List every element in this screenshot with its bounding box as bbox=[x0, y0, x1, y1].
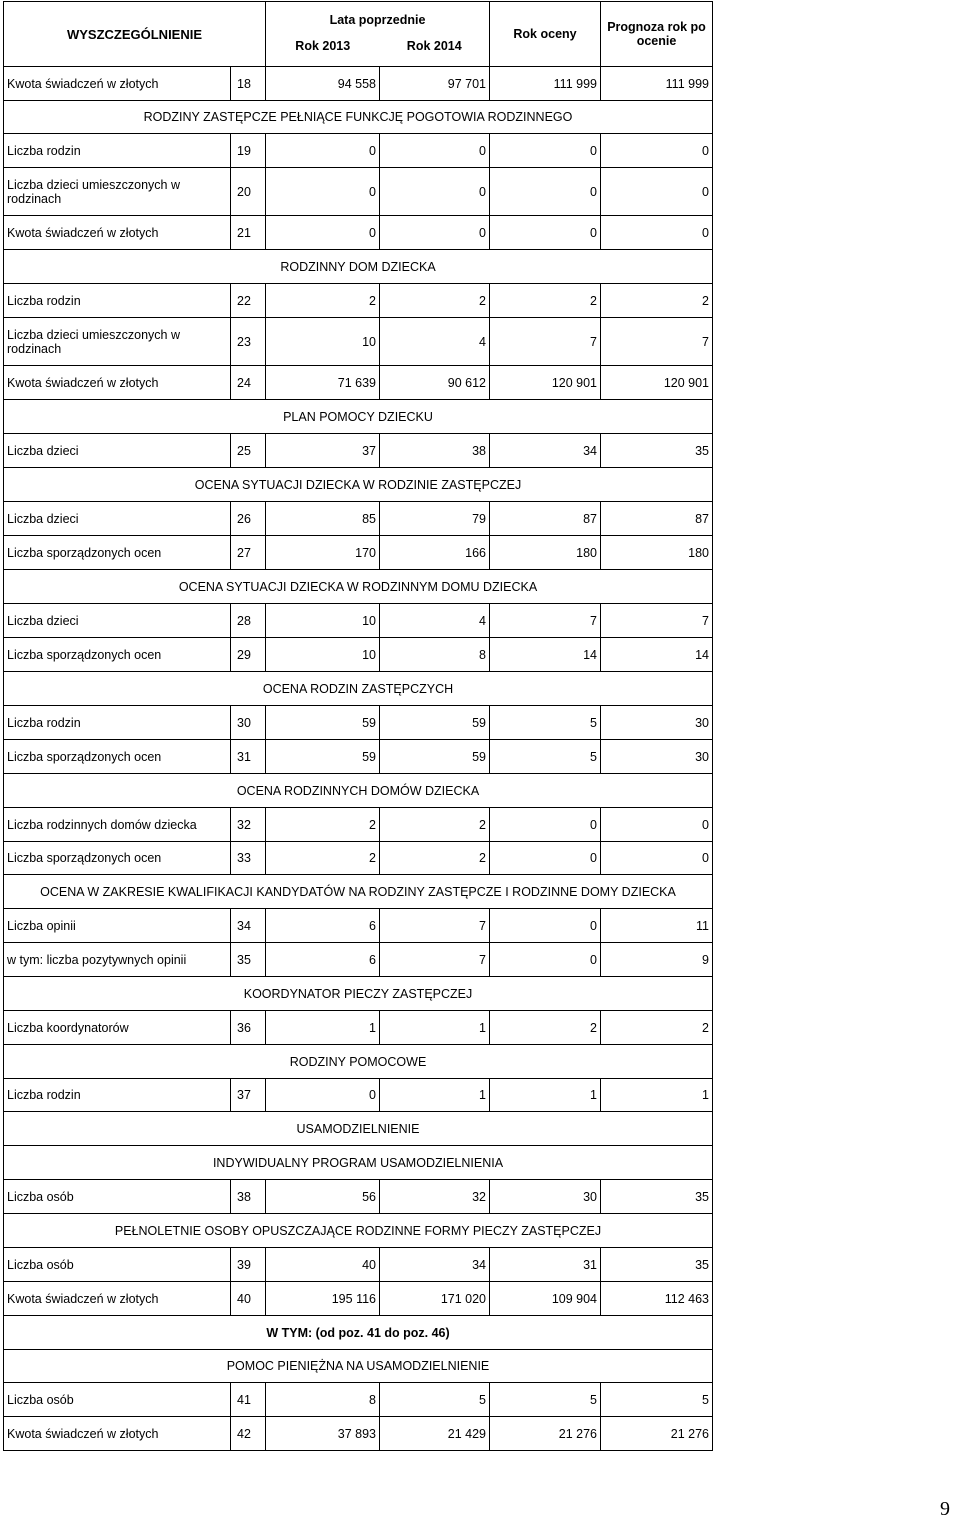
row-label: w tym: liczba pozytywnych opinii bbox=[4, 943, 231, 977]
section-header-row bbox=[4, 774, 713, 808]
table-row bbox=[4, 1248, 713, 1282]
value-prognoza: 30 bbox=[601, 740, 713, 774]
row-position: 41 bbox=[231, 1383, 266, 1417]
value-rok-oceny: 31 bbox=[490, 1248, 601, 1282]
value-2013: 170 bbox=[266, 536, 380, 570]
value-2014: 4 bbox=[380, 604, 490, 638]
value-2014: 2 bbox=[380, 284, 490, 318]
value-2013: 6 bbox=[266, 909, 380, 943]
header-wyszczegolnienie: WYSZCZEGÓLNIENIE bbox=[4, 2, 266, 67]
row-label: Liczba dzieci bbox=[4, 434, 231, 468]
value-rok-oceny: 5 bbox=[490, 1383, 601, 1417]
table-row bbox=[4, 502, 713, 536]
value-2013: 0 bbox=[266, 168, 380, 216]
value-2014: 0 bbox=[380, 134, 490, 168]
value-prognoza: 35 bbox=[601, 1180, 713, 1214]
row-position: 18 bbox=[231, 67, 266, 101]
row-label: Liczba rodzin bbox=[4, 284, 231, 318]
value-2014: 1 bbox=[380, 1011, 490, 1045]
table-row bbox=[4, 740, 713, 774]
value-2013: 85 bbox=[266, 502, 380, 536]
row-position: 36 bbox=[231, 1011, 266, 1045]
value-2013: 0 bbox=[266, 134, 380, 168]
value-rok-oceny: 109 904 bbox=[490, 1282, 601, 1316]
section-header-row bbox=[4, 1045, 713, 1079]
table-row bbox=[4, 1417, 713, 1451]
row-position: 30 bbox=[231, 706, 266, 740]
value-rok-oceny: 21 276 bbox=[490, 1417, 601, 1451]
row-label: Liczba rodzin bbox=[4, 706, 231, 740]
section-header-row bbox=[4, 570, 713, 604]
value-rok-oceny: 0 bbox=[490, 134, 601, 168]
value-prognoza: 9 bbox=[601, 943, 713, 977]
header-lata-poprzednie: Lata poprzednie bbox=[266, 2, 490, 33]
value-prognoza: 21 276 bbox=[601, 1417, 713, 1451]
section-title: POMOC PIENIĘŻNA NA USAMODZIELNIENIE bbox=[4, 1350, 713, 1383]
row-label: Liczba osób bbox=[4, 1383, 231, 1417]
table-row bbox=[4, 842, 713, 875]
row-position: 31 bbox=[231, 740, 266, 774]
value-2014: 38 bbox=[380, 434, 490, 468]
row-label: Liczba osób bbox=[4, 1248, 231, 1282]
row-position: 32 bbox=[231, 808, 266, 842]
value-rok-oceny: 2 bbox=[490, 284, 601, 318]
value-rok-oceny: 111 999 bbox=[490, 67, 601, 101]
value-2014: 97 701 bbox=[380, 67, 490, 101]
header-rok-oceny: Rok oceny bbox=[490, 2, 601, 67]
row-position: 21 bbox=[231, 216, 266, 250]
row-position: 24 bbox=[231, 366, 266, 400]
row-label: Kwota świadczeń w złotych bbox=[4, 67, 231, 101]
section-header-row bbox=[4, 101, 713, 134]
value-2013: 40 bbox=[266, 1248, 380, 1282]
value-2014: 4 bbox=[380, 318, 490, 366]
value-2014: 0 bbox=[380, 168, 490, 216]
section-header-row bbox=[4, 468, 713, 502]
value-2014: 59 bbox=[380, 706, 490, 740]
value-prognoza: 30 bbox=[601, 706, 713, 740]
table-row bbox=[4, 706, 713, 740]
section-header-row bbox=[4, 977, 713, 1011]
row-label: Kwota świadczeń w złotych bbox=[4, 1282, 231, 1316]
section-title: RODZINY POMOCOWE bbox=[4, 1045, 713, 1079]
section-title: OCENA RODZIN ZASTĘPCZYCH bbox=[4, 672, 713, 706]
section-header-row bbox=[4, 672, 713, 706]
section-title: KOORDYNATOR PIECZY ZASTĘPCZEJ bbox=[4, 977, 713, 1011]
section-title: RODZINY ZASTĘPCZE PEŁNIĄCE FUNKCJĘ POGOTOWIA RODZINNEGO bbox=[4, 101, 713, 134]
table-row bbox=[4, 434, 713, 468]
value-prognoza: 1 bbox=[601, 1079, 713, 1112]
row-position: 22 bbox=[231, 284, 266, 318]
value-prognoza: 7 bbox=[601, 604, 713, 638]
value-rok-oceny: 180 bbox=[490, 536, 601, 570]
value-prognoza: 5 bbox=[601, 1383, 713, 1417]
value-prognoza: 7 bbox=[601, 318, 713, 366]
value-2013: 195 116 bbox=[266, 1282, 380, 1316]
row-position: 42 bbox=[231, 1417, 266, 1451]
value-rok-oceny: 0 bbox=[490, 943, 601, 977]
value-2013: 2 bbox=[266, 284, 380, 318]
value-prognoza: 0 bbox=[601, 134, 713, 168]
value-prognoza: 0 bbox=[601, 808, 713, 842]
row-label: Liczba dzieci bbox=[4, 604, 231, 638]
value-rok-oceny: 34 bbox=[490, 434, 601, 468]
table-row bbox=[4, 808, 713, 842]
header-prognoza: Prognoza rok po ocenie bbox=[601, 2, 713, 67]
page-number: 9 bbox=[940, 1498, 950, 1520]
value-prognoza: 35 bbox=[601, 434, 713, 468]
header-rok-2014: Rok 2014 bbox=[380, 33, 490, 67]
value-2013: 10 bbox=[266, 604, 380, 638]
row-position: 37 bbox=[231, 1079, 266, 1112]
row-label: Liczba sporządzonych ocen bbox=[4, 740, 231, 774]
section-title: PLAN POMOCY DZIECKU bbox=[4, 400, 713, 434]
table-row bbox=[4, 67, 713, 101]
value-prognoza: 0 bbox=[601, 168, 713, 216]
row-position: 27 bbox=[231, 536, 266, 570]
value-2014: 21 429 bbox=[380, 1417, 490, 1451]
value-rok-oceny: 0 bbox=[490, 808, 601, 842]
value-2013: 37 bbox=[266, 434, 380, 468]
value-2014: 34 bbox=[380, 1248, 490, 1282]
value-prognoza: 0 bbox=[601, 842, 713, 875]
value-prognoza: 2 bbox=[601, 1011, 713, 1045]
section-title: OCENA W ZAKRESIE KWALIFIKACJI KANDYDATÓW NA RODZINY ZASTĘPCZE I RODZINNE DOMY DZIECKA bbox=[4, 875, 713, 909]
value-rok-oceny: 0 bbox=[490, 909, 601, 943]
section-header-row bbox=[4, 1214, 713, 1248]
section-header-row bbox=[4, 400, 713, 434]
table-row bbox=[4, 604, 713, 638]
section-header-row bbox=[4, 1146, 713, 1180]
row-position: 25 bbox=[231, 434, 266, 468]
value-2014: 2 bbox=[380, 808, 490, 842]
section-title: USAMODZIELNIENIE bbox=[4, 1112, 713, 1146]
value-2014: 32 bbox=[380, 1180, 490, 1214]
value-2013: 0 bbox=[266, 1079, 380, 1112]
row-position: 33 bbox=[231, 842, 266, 875]
table-row bbox=[4, 638, 713, 672]
row-label: Liczba sporządzonych ocen bbox=[4, 842, 231, 875]
table-row bbox=[4, 134, 713, 168]
row-label: Kwota świadczeń w złotych bbox=[4, 366, 231, 400]
value-2014: 7 bbox=[380, 943, 490, 977]
value-rok-oceny: 1 bbox=[490, 1079, 601, 1112]
value-prognoza: 0 bbox=[601, 216, 713, 250]
section-header-row bbox=[4, 1112, 713, 1146]
value-2013: 71 639 bbox=[266, 366, 380, 400]
row-label: Liczba rodzinnych domów dziecka bbox=[4, 808, 231, 842]
row-label: Liczba osób bbox=[4, 1180, 231, 1214]
row-position: 40 bbox=[231, 1282, 266, 1316]
value-2014: 0 bbox=[380, 216, 490, 250]
table-row bbox=[4, 216, 713, 250]
value-2013: 6 bbox=[266, 943, 380, 977]
section-title: OCENA RODZINNYCH DOMÓW DZIECKA bbox=[4, 774, 713, 808]
section-title: INDYWIDUALNY PROGRAM USAMODZIELNIENIA bbox=[4, 1146, 713, 1180]
value-prognoza: 87 bbox=[601, 502, 713, 536]
value-2013: 94 558 bbox=[266, 67, 380, 101]
value-2014: 1 bbox=[380, 1079, 490, 1112]
row-label: Kwota świadczeń w złotych bbox=[4, 216, 231, 250]
value-prognoza: 180 bbox=[601, 536, 713, 570]
value-rok-oceny: 0 bbox=[490, 842, 601, 875]
row-position: 19 bbox=[231, 134, 266, 168]
value-2014: 90 612 bbox=[380, 366, 490, 400]
section-header-row bbox=[4, 1316, 713, 1350]
header-rok-2013: Rok 2013 bbox=[266, 33, 380, 67]
section-title: OCENA SYTUACJI DZIECKA W RODZINNYM DOMU DZIECKA bbox=[4, 570, 713, 604]
value-2013: 2 bbox=[266, 808, 380, 842]
value-2014: 59 bbox=[380, 740, 490, 774]
row-position: 26 bbox=[231, 502, 266, 536]
value-2013: 10 bbox=[266, 638, 380, 672]
value-2014: 171 020 bbox=[380, 1282, 490, 1316]
value-2013: 37 893 bbox=[266, 1417, 380, 1451]
section-header-row bbox=[4, 875, 713, 909]
value-rok-oceny: 0 bbox=[490, 168, 601, 216]
section-title: OCENA SYTUACJI DZIECKA W RODZINIE ZASTĘPCZEJ bbox=[4, 468, 713, 502]
value-2014: 166 bbox=[380, 536, 490, 570]
value-2013: 8 bbox=[266, 1383, 380, 1417]
value-rok-oceny: 5 bbox=[490, 706, 601, 740]
section-header-row bbox=[4, 1350, 713, 1383]
value-2013: 56 bbox=[266, 1180, 380, 1214]
row-position: 39 bbox=[231, 1248, 266, 1282]
report-table bbox=[3, 1, 713, 1451]
value-2014: 2 bbox=[380, 842, 490, 875]
table-row bbox=[4, 943, 713, 977]
table-row bbox=[4, 1282, 713, 1316]
row-position: 35 bbox=[231, 943, 266, 977]
row-position: 23 bbox=[231, 318, 266, 366]
row-label: Liczba dzieci umieszczonych w rodzinach bbox=[4, 168, 231, 216]
value-prognoza: 35 bbox=[601, 1248, 713, 1282]
value-prognoza: 11 bbox=[601, 909, 713, 943]
row-position: 34 bbox=[231, 909, 266, 943]
table-row bbox=[4, 909, 713, 943]
value-rok-oceny: 2 bbox=[490, 1011, 601, 1045]
row-label: Liczba dzieci umieszczonych w rodzinach bbox=[4, 318, 231, 366]
value-2014: 79 bbox=[380, 502, 490, 536]
row-position: 28 bbox=[231, 604, 266, 638]
row-position: 38 bbox=[231, 1180, 266, 1214]
table-row bbox=[4, 1011, 713, 1045]
value-prognoza: 120 901 bbox=[601, 366, 713, 400]
value-prognoza: 112 463 bbox=[601, 1282, 713, 1316]
row-position: 29 bbox=[231, 638, 266, 672]
row-label: Liczba koordynatorów bbox=[4, 1011, 231, 1045]
row-label: Liczba rodzin bbox=[4, 134, 231, 168]
value-prognoza: 111 999 bbox=[601, 67, 713, 101]
row-label: Liczba dzieci bbox=[4, 502, 231, 536]
row-label: Liczba rodzin bbox=[4, 1079, 231, 1112]
row-position: 20 bbox=[231, 168, 266, 216]
row-label: Liczba sporządzonych ocen bbox=[4, 536, 231, 570]
row-label: Kwota świadczeń w złotych bbox=[4, 1417, 231, 1451]
value-rok-oceny: 7 bbox=[490, 318, 601, 366]
table-row bbox=[4, 1180, 713, 1214]
table-row bbox=[4, 1079, 713, 1112]
table-row bbox=[4, 366, 713, 400]
value-rok-oceny: 30 bbox=[490, 1180, 601, 1214]
table-row bbox=[4, 168, 713, 216]
section-header-row bbox=[4, 250, 713, 284]
value-rok-oceny: 5 bbox=[490, 740, 601, 774]
value-2014: 7 bbox=[380, 909, 490, 943]
section-title: PEŁNOLETNIE OSOBY OPUSZCZAJĄCE RODZINNE FORMY PIECZY ZASTĘPCZEJ bbox=[4, 1214, 713, 1248]
value-rok-oceny: 14 bbox=[490, 638, 601, 672]
table-row bbox=[4, 536, 713, 570]
value-rok-oceny: 0 bbox=[490, 216, 601, 250]
value-2014: 5 bbox=[380, 1383, 490, 1417]
row-label: Liczba sporządzonych ocen bbox=[4, 638, 231, 672]
section-title: W TYM: (od poz. 41 do poz. 46) bbox=[4, 1316, 713, 1350]
value-2013: 2 bbox=[266, 842, 380, 875]
value-2013: 1 bbox=[266, 1011, 380, 1045]
table-row bbox=[4, 318, 713, 366]
value-2013: 0 bbox=[266, 216, 380, 250]
value-2013: 10 bbox=[266, 318, 380, 366]
value-2013: 59 bbox=[266, 706, 380, 740]
value-rok-oceny: 120 901 bbox=[490, 366, 601, 400]
value-rok-oceny: 87 bbox=[490, 502, 601, 536]
value-prognoza: 14 bbox=[601, 638, 713, 672]
table-row bbox=[4, 1383, 713, 1417]
value-2014: 8 bbox=[380, 638, 490, 672]
section-title: RODZINNY DOM DZIECKA bbox=[4, 250, 713, 284]
value-rok-oceny: 7 bbox=[490, 604, 601, 638]
value-2013: 59 bbox=[266, 740, 380, 774]
row-label: Liczba opinii bbox=[4, 909, 231, 943]
table-row bbox=[4, 284, 713, 318]
value-prognoza: 2 bbox=[601, 284, 713, 318]
